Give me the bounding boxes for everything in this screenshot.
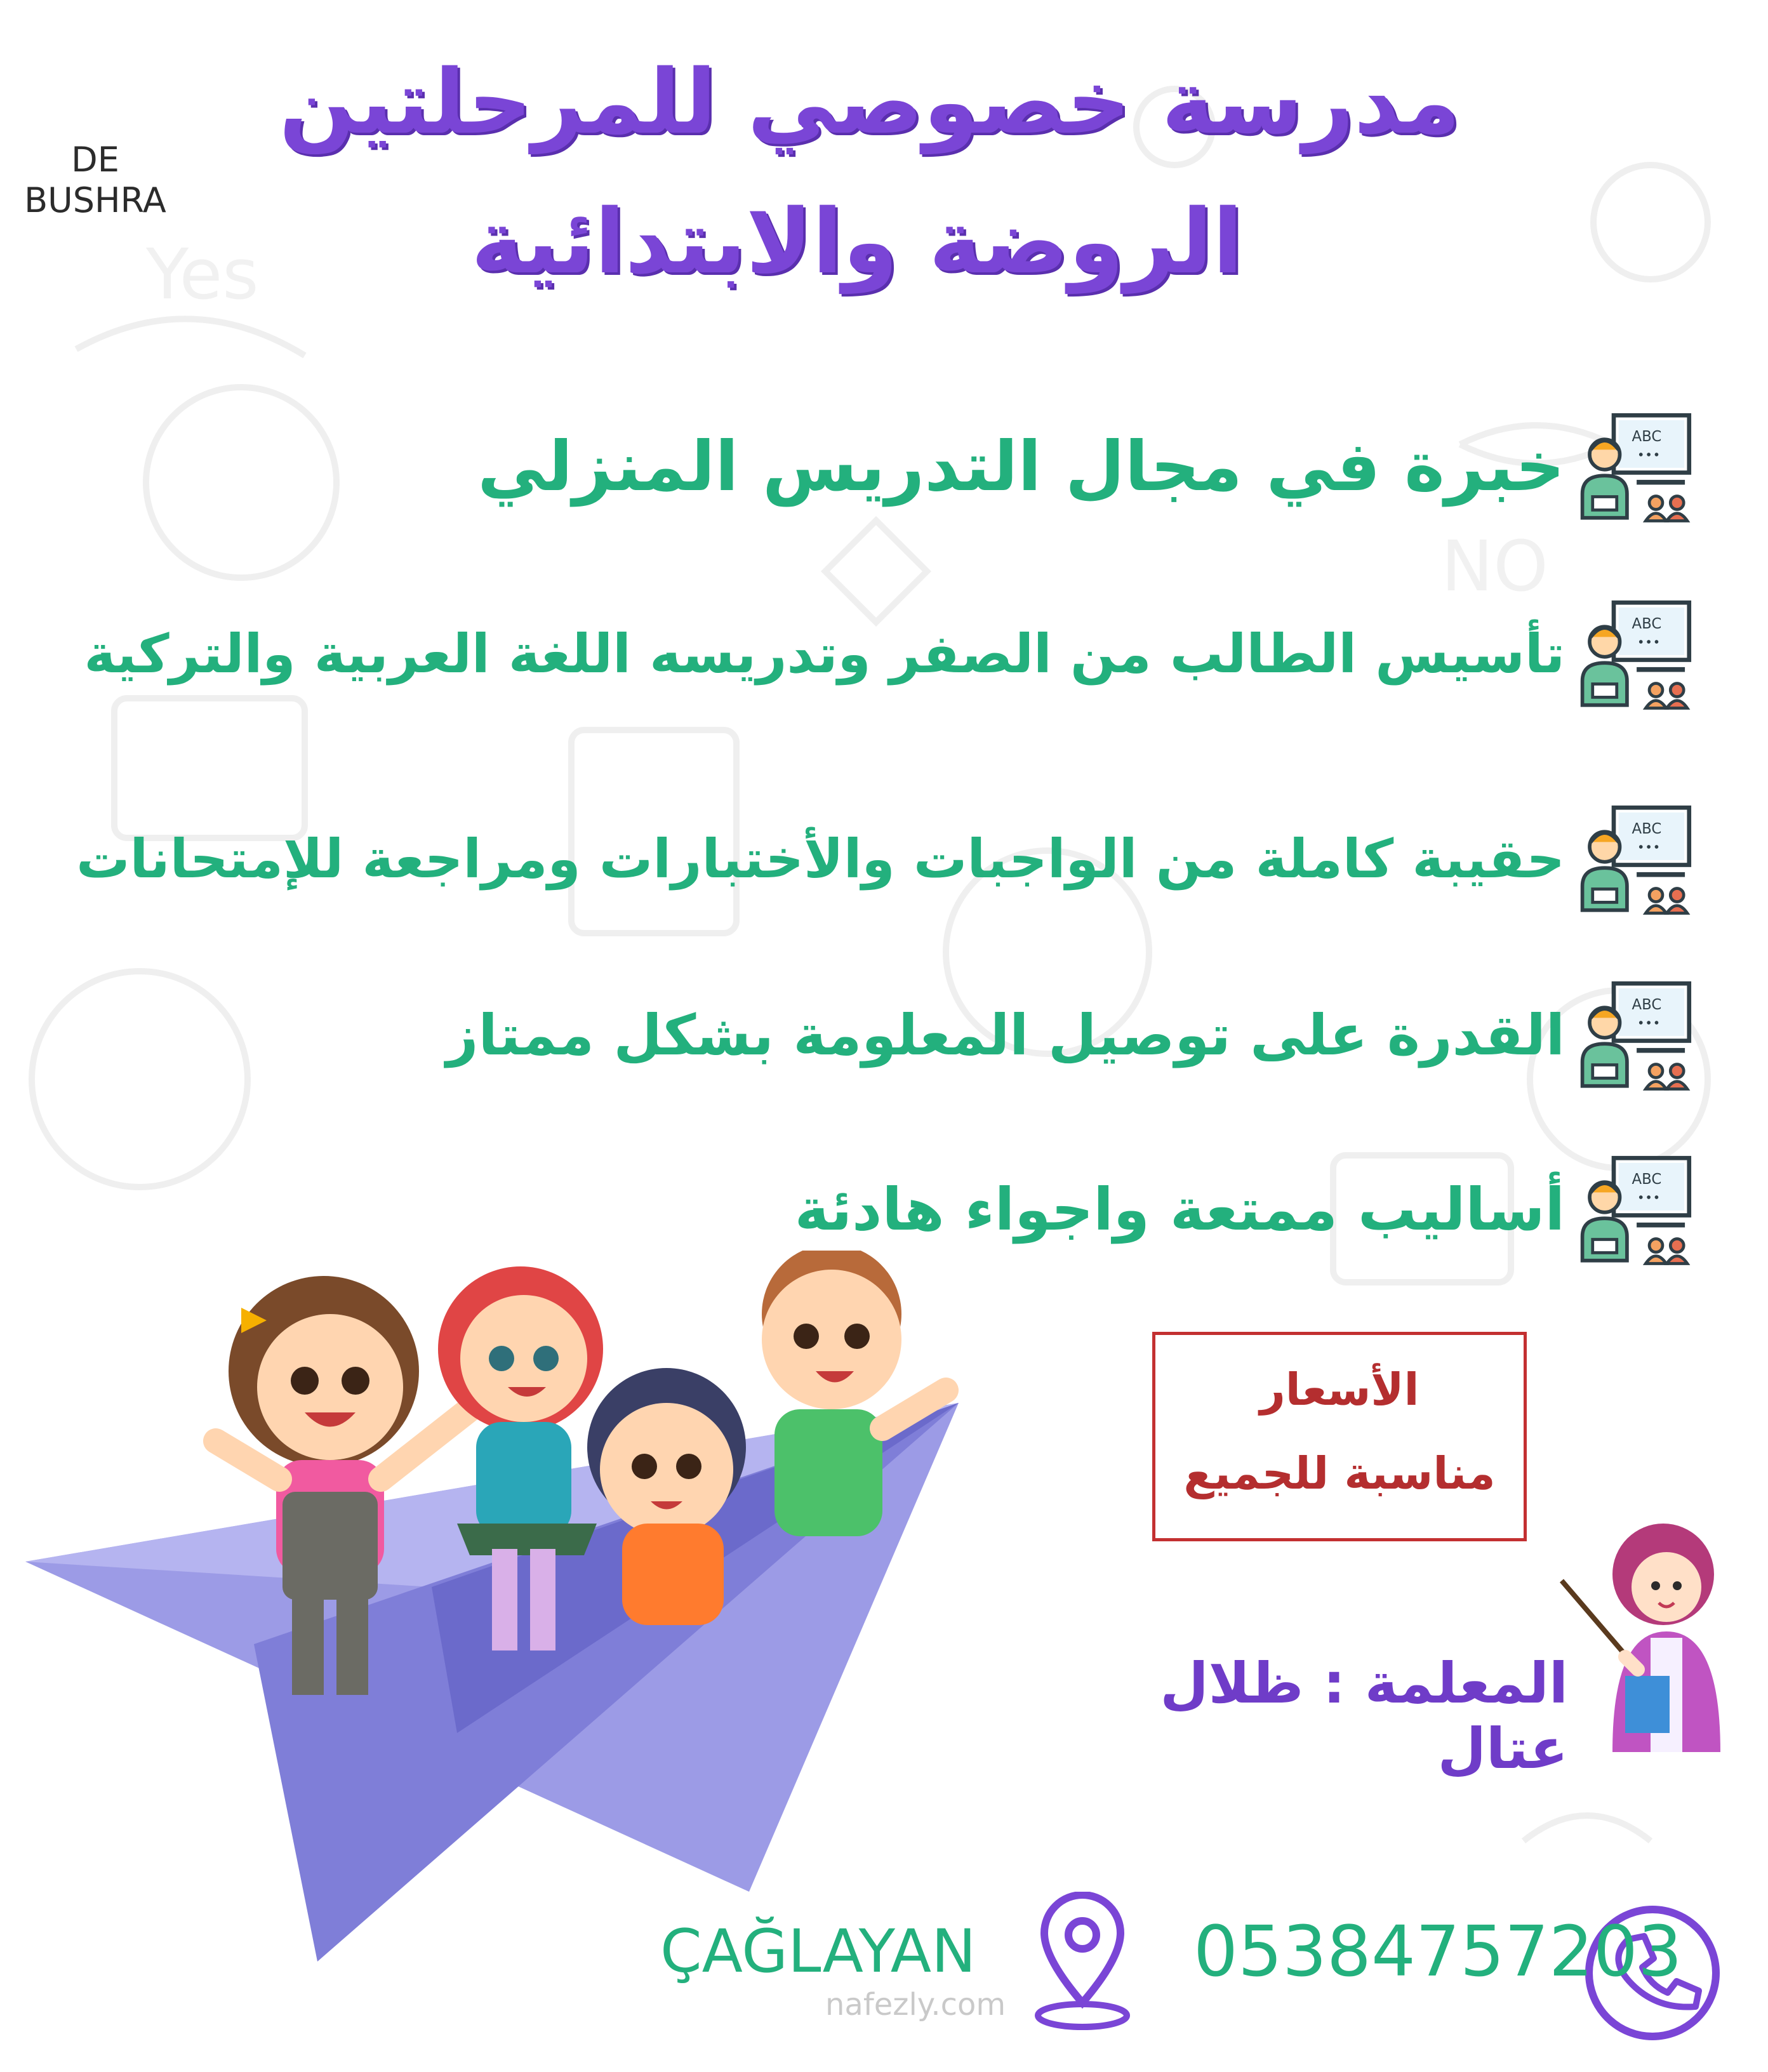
logo-line-1: DE [71, 140, 119, 180]
feature-text: تأسيس الطالب من الصفر وتدريسه اللغة العربية والتركية [84, 623, 1565, 685]
feature-text: خبرة في مجال التدريس المنزلي [477, 427, 1565, 507]
feature-text: أساليب ممتعة واجواء هادئة [794, 1175, 1565, 1244]
teacher-name: المعلمة : ظلال عتال [1160, 1650, 1568, 1781]
teacher-illustration [1555, 1524, 1746, 1752]
board-text: ABC [1632, 428, 1662, 446]
board-text: ABC [1632, 616, 1662, 633]
teacher-board-icon [1578, 594, 1698, 714]
prices-box [1152, 1332, 1527, 1541]
logo-line-2: BUSHRA [24, 180, 166, 220]
board-text: ABC [1632, 997, 1662, 1014]
phone-number[interactable]: 05384757203 [1193, 1911, 1682, 1992]
kids-paper-plane-illustration [25, 1251, 978, 1968]
location-pin-icon[interactable] [1032, 1892, 1133, 2031]
page-title-line-2: الروضة والابتدائية [470, 190, 1244, 294]
teacher-board-icon [1578, 974, 1698, 1095]
board-text: ABC [1632, 821, 1662, 838]
teacher-board-icon [1578, 406, 1698, 527]
board-text: ABC [1632, 1171, 1662, 1188]
page-title-line-1: مدرسة خصوصي للمرحلتين [279, 51, 1461, 154]
feature-text: القدرة على توصيل المعلومة بشكل ممتاز [446, 1002, 1565, 1068]
prices-subtitle: مناسبة للجميع [1183, 1447, 1496, 1499]
svg-text:Yes: Yes [146, 234, 259, 315]
teacher-board-icon [1578, 799, 1698, 919]
watermark: nafezly.com [825, 1987, 1006, 2022]
feature-item [84, 594, 1698, 714]
brand-logo [19, 140, 171, 221]
feature-item [477, 406, 1698, 527]
location-text[interactable]: ÇAĞLAYAN [660, 1917, 976, 1986]
teacher-board-icon [1578, 1149, 1698, 1270]
prices-title: الأسعار [1260, 1364, 1419, 1416]
svg-text:NO: NO [1441, 526, 1548, 607]
feature-text: حقيبة كاملة من الواجبات والأختبارات ومراجعة للإمتحانات [76, 828, 1565, 890]
feature-item [76, 799, 1698, 919]
feature-item [446, 974, 1698, 1095]
